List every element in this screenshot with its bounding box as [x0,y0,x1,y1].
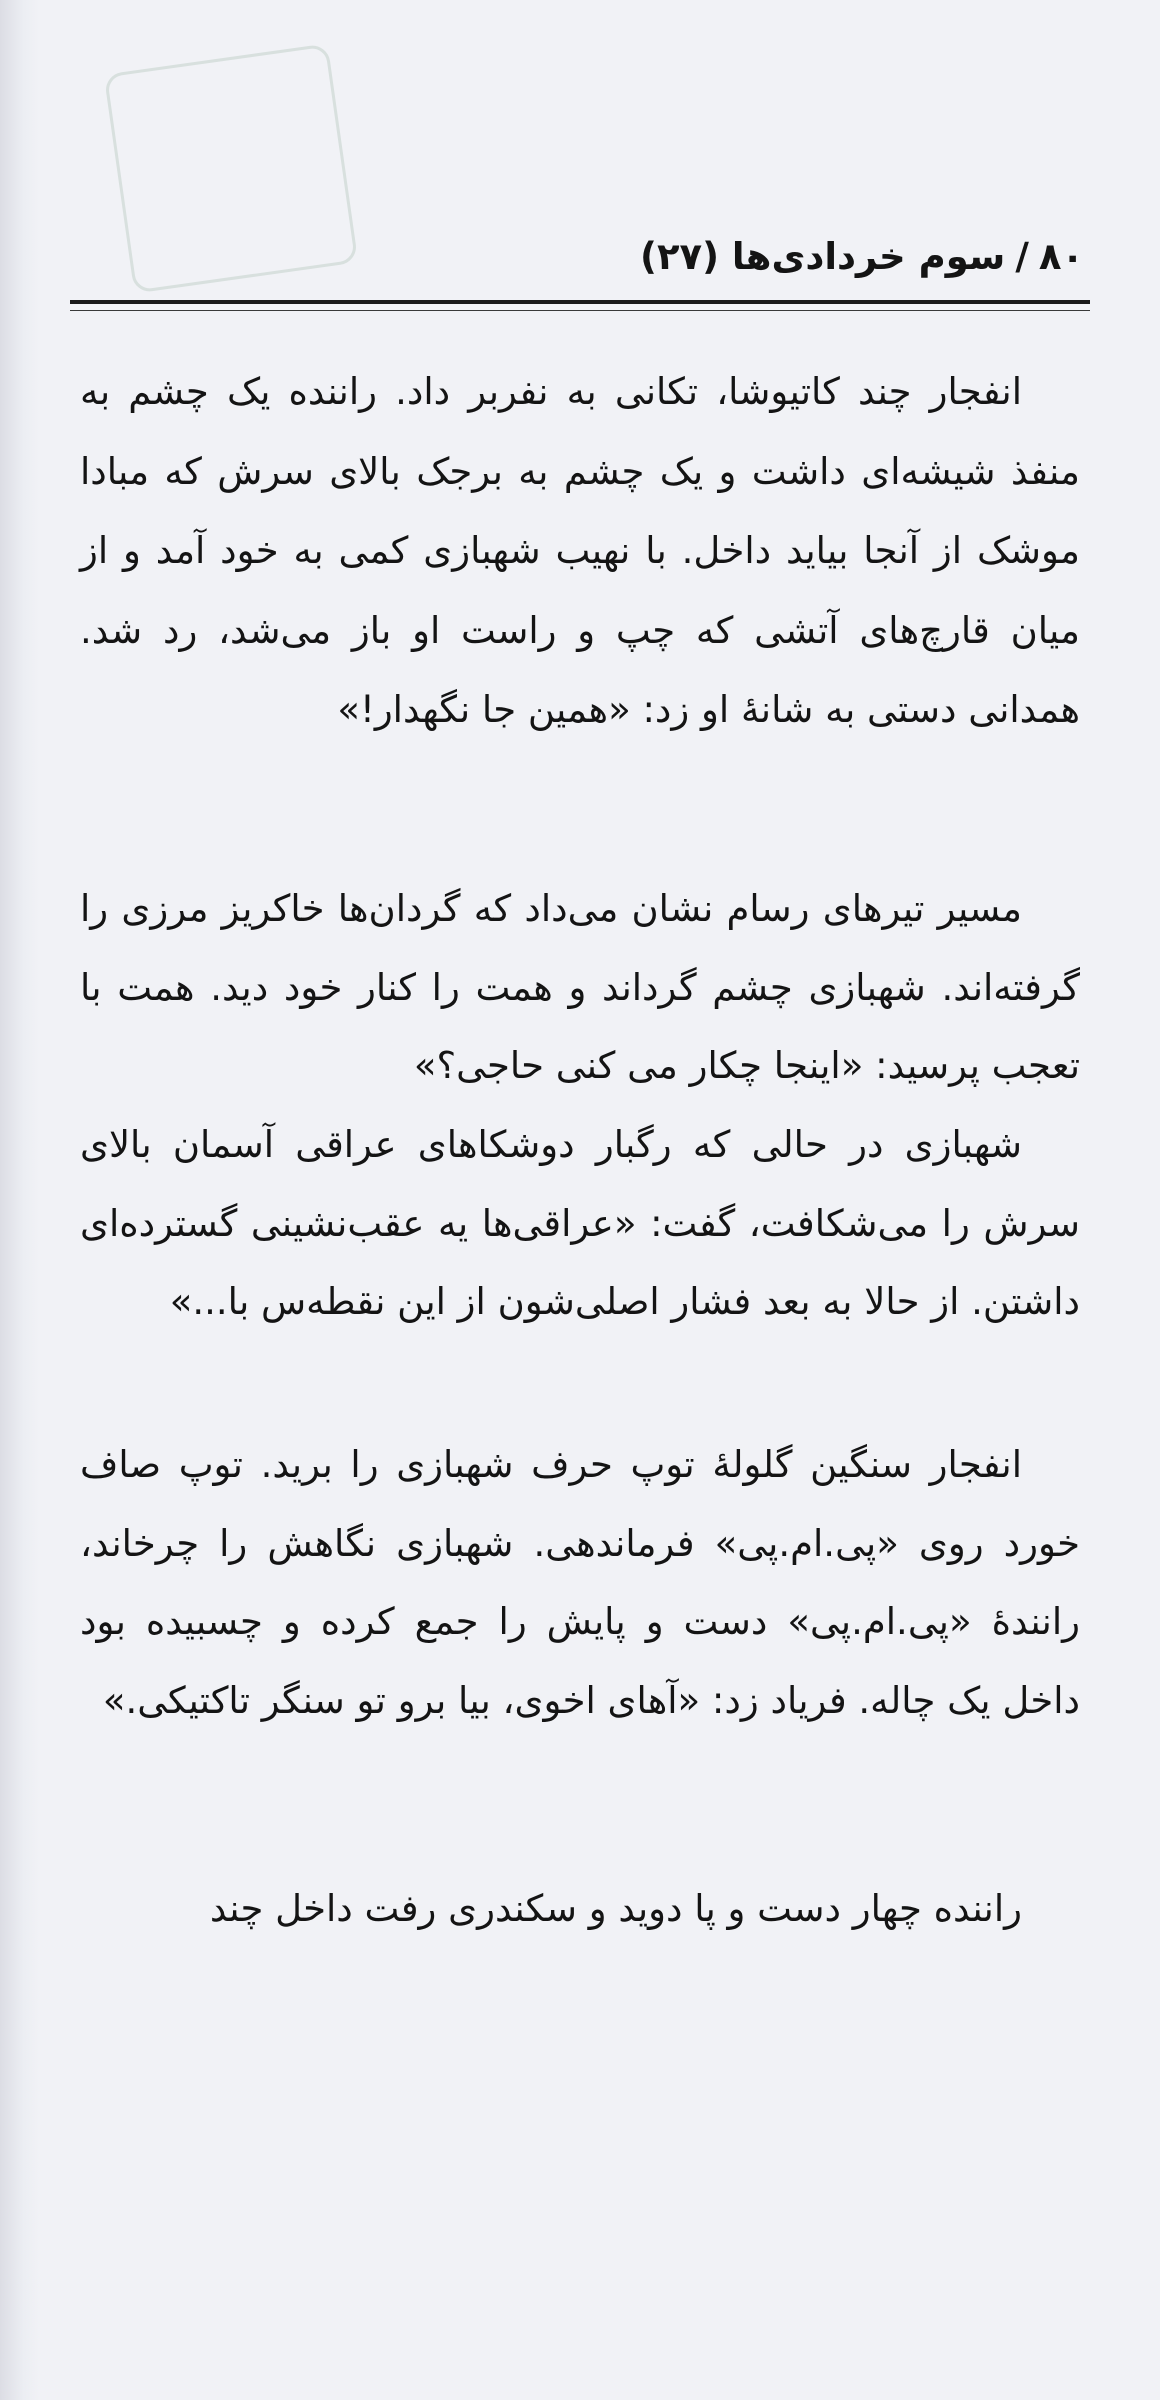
library-stamp [104,43,359,293]
header-rule-thick [70,300,1090,304]
page-number: ۸۰ [1038,235,1084,278]
paragraph-5: راننده چهار دست و پا دوید و سکندری رفت داخل چند [209,1887,1022,1930]
header-rule-thin [70,310,1090,311]
page-gutter-shadow [0,0,40,2400]
paragraph-2: مسیر تیرهای رسام نشان می‌داد که گردان‌ها خاکریز مرزی را گرفته‌اند. شهبازی چشم گرداند و همت را کنار خود دید. همت با تعجب پرسید: «اینجا چکار می کنی حاجی؟» [80,887,1080,1087]
paragraph-1: انفجار چند کاتیوشا، تکانی به نفربر داد. راننده یک چشم به منفذ شیشه‌ای داشت و یک چشم به برجک بالای سرش که مبادا موشک از آنجا بیاید داخل. با نهیب شهبازی کمی به خود آمد و از میان قارچ‌های آتشی که چپ و راست او باز می‌شد، رد شد. همدانی دستی به شانهٔ او زد: «همین جا نگهدار!» [80,370,1080,731]
book-title: سوم خردادی‌ها (۲۷) [640,235,1006,278]
running-header [640,232,1084,282]
paragraph-3: شهبازی در حالی که رگبار دوشکاهای عراقی آسمان بالای سرش را می‌شکافت، گفت: «عراقی‌ها یه عقب‌نشینی گسترده‌ای داشتن. از حالا به بعد فشار اصلی‌شون از این نقطه‌س با...» [80,1123,1080,1323]
paragraph-4: انفجار سنگین گلولهٔ توپ حرف شهبازی را برید. توپ صاف خورد روی «پی.ام.پی» فرماندهی. شهبازی نگاهش را چرخاند، رانندهٔ «پی.ام.پی» دست و پایش را جمع کرده و چسبیده بود داخل یک چاله. فریاد زد: «آهای اخوی، بیا برو تو سنگر تاکتیکی.» [80,1443,1080,1722]
header-separator: / [1015,235,1029,278]
